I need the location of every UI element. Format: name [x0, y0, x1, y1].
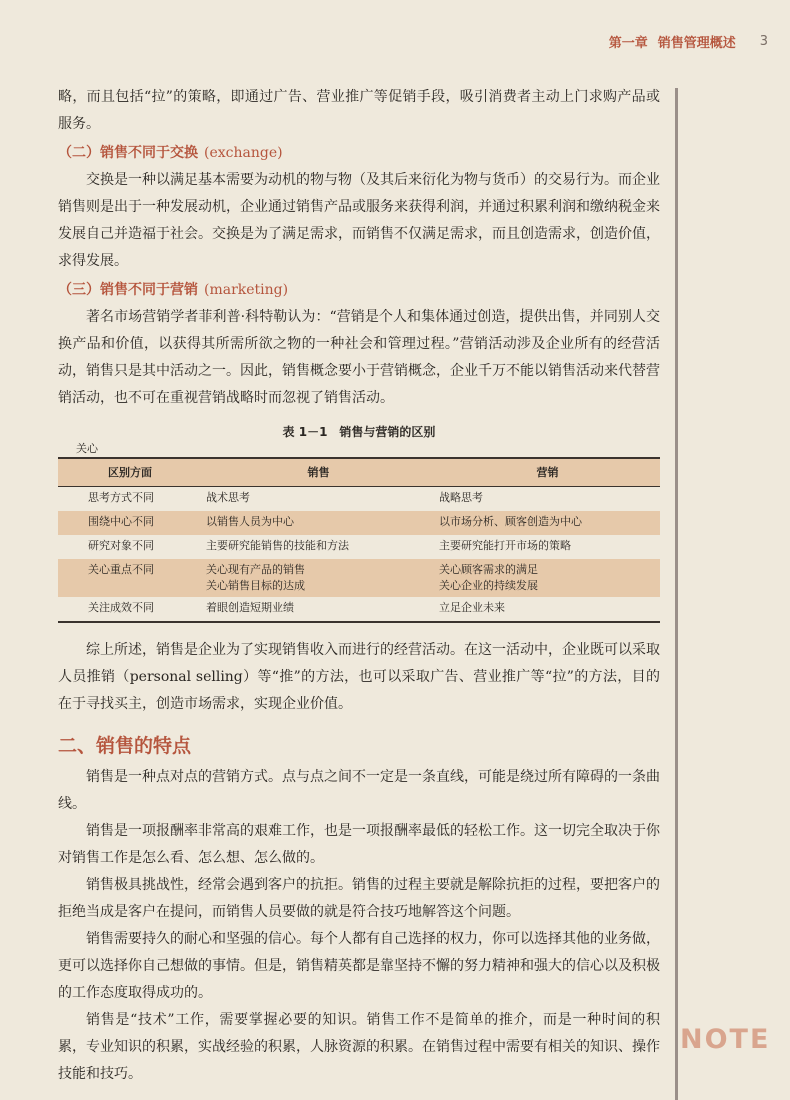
table-row	[58, 511, 660, 535]
paragraph: 著名市场营销学者菲利普·科特勒认为：“营销是个人和集体通过创造，提供出售，并同别人交换产品和价值，以获得其所需所欲之物的一种社会和管理过程。”营销活动涉及企业所有的经营活动，销售只是其中活动之一。因此，销售概念要小于营销概念，企业千万不能以销售活动来代替营销活动，也不可在重视营销战略时而忽视了销售活动。	[58, 309, 660, 406]
margin-rule	[675, 88, 678, 1100]
section-heading-en: (marketing)	[204, 282, 289, 298]
section-heading-exchange	[58, 140, 660, 167]
table-cell: 立足企业未来	[439, 601, 505, 614]
chapter-title: 销售管理概述	[657, 36, 736, 51]
table-cell-line: 关心现有产品的销售	[206, 563, 305, 576]
paragraph: 销售是一种点对点的营销方式。点与点之间不一定是一条直线，可能是绕过所有障碍的一条曲线。	[58, 769, 660, 812]
page-number: 3	[759, 34, 768, 49]
table-row	[58, 487, 660, 512]
table-cell: 围绕中心不同	[58, 511, 202, 535]
summary-paragraph: 综上所述，销售是企业为了实现销售收入而进行的经营活动。在这一活动中，企业既可以采取人员推销（personal selling）等“推”的方法，也可以采取广告、营业推广等“拉”的方法，目的在于寻找买主，创造市场需求，实现企业价值。	[58, 642, 660, 712]
paragraph-continuation: 略，而且包括“拉”的策略，即通过广告、营业推广等促销手段，吸引消费者主动上门求购产品或服务。	[58, 89, 660, 132]
paragraph: 销售是“技术”工作，需要掌握必要的知识。销售工作不是简单的推介，而是一种时间的积累，专业知识的积累，实战经验的积累，人脉资源的积累。在销售过程中需要有相关的知识、操作技能和技巧。	[58, 1012, 660, 1082]
table-row	[58, 535, 660, 559]
page-content	[58, 84, 660, 1088]
section-heading-text: （二）销售不同于交换	[58, 145, 198, 161]
note-label: NOTE	[680, 1024, 771, 1055]
table-header-row	[58, 458, 660, 487]
table-cell-line: 关心企业的持续发展	[439, 579, 538, 592]
paragraph: 销售是一项报酬率非常高的艰难工作，也是一项报酬率最低的轻松工作。这一切完全取决于你对销售工作是怎么看、怎么想、怎么做的。	[58, 823, 660, 866]
table-cell: 着眼创造短期业绩	[206, 601, 294, 614]
part-heading-characteristics: 二、销售的特点	[58, 735, 192, 757]
paragraph: 销售需要持久的耐心和坚强的信心。每个人都有自己选择的权力，你可以选择其他的业务做，更可以选择你自己想做的事情。但是，销售精英都是靠坚持不懈的努力精神和强大的信心以及积极的工作态度取得成功的。	[58, 931, 660, 1001]
section-heading-marketing	[58, 277, 660, 304]
table-cell: 思考方式不同	[88, 491, 154, 504]
table-cell: 主要研究能打开市场的策略	[439, 539, 571, 552]
table-cell: 战术思考	[206, 491, 250, 504]
section-heading-text: （三）销售不同于营销	[58, 282, 198, 298]
table-cell	[202, 559, 435, 597]
table-caption: 表 1－1 销售与营销的区别	[282, 425, 436, 439]
chapter-label: 第一章	[608, 36, 648, 51]
column-header: 区别方面	[58, 458, 202, 487]
column-header: 营销	[435, 458, 660, 487]
table-row	[58, 559, 660, 597]
section-heading-en: (exchange)	[204, 145, 283, 161]
table-cell-line: 关心顾客需求的满足	[439, 563, 538, 576]
table-cell: 以销售人员为中心	[202, 511, 435, 535]
comparison-table	[58, 457, 660, 623]
table-cell: 主要研究能销售的技能和方法	[206, 539, 349, 552]
table-cell: 关注成效不同	[88, 601, 154, 614]
table-cell: 关心重点不同	[58, 559, 202, 597]
column-header: 销售	[202, 458, 435, 487]
paragraph: 销售极具挑战性，经常会遇到客户的抗拒。销售的过程主要就是解除抗拒的过程，要把客户的拒绝当成是客户在提问，而销售人员要做的就是符合技巧地解答这个问题。	[58, 877, 660, 920]
table-cell-line: 关心销售目标的达成	[206, 579, 305, 592]
table-cell	[435, 559, 660, 597]
table-cell: 研究对象不同	[88, 539, 154, 552]
table-cell: 战略思考	[439, 491, 483, 504]
table-cell: 以市场分析、顾客创造为中心	[435, 511, 660, 535]
table-stray-label: 关心	[76, 442, 98, 455]
table-row	[58, 597, 660, 622]
running-header	[609, 32, 768, 51]
paragraph: 交换是一种以满足基本需要为动机的物与物（及其后来衍化为物与货币）的交易行为。而企业销售则是出于一种发展动机，企业通过销售产品或服务来获得利润，并通过积累利润和缴纳税金来发展自己并造福于社会。交换是为了满足需求，而销售不仅满足需求，而且创造需求，创造价值，求得发展。	[58, 172, 660, 269]
